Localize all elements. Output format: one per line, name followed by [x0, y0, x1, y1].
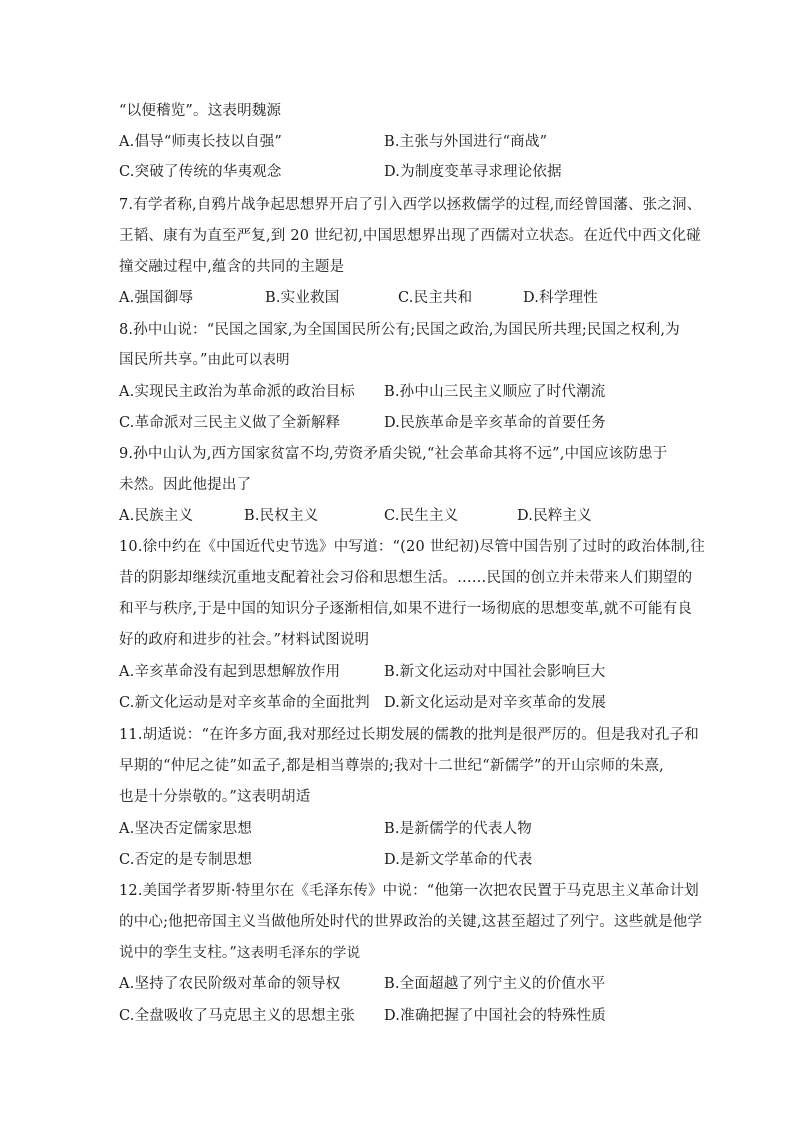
- q10-option-d: D.新文化运动是对辛亥革命的发展: [384, 695, 606, 711]
- q8-option-c: C.革命派对三民主义做了全新解释: [119, 415, 341, 431]
- q10-stem-line-1: 10.徐中约在《中国近代史节选》中写道：“(20 世纪初)尽管中国告别了过时的政治体制,往: [119, 539, 705, 555]
- q11-option-d: D.是新文学革命的代表: [384, 852, 533, 868]
- q9-stem-line-2: 未然。因此他提出了: [119, 477, 252, 493]
- q12-option-a: A.坚持了农民阶级对革命的领导权: [119, 976, 341, 992]
- q10-stem-line-3: 和平与秩序,于是中国的知识分子逐渐相信,如果不进行一场彻底的思想变革,就不可能有良: [119, 601, 693, 617]
- q8-stem-line-2-main: 国民所共享。”: [119, 352, 208, 368]
- q10-option-b: B.新文化运动对中国社会影响巨大: [384, 664, 606, 680]
- q8-stem-line-1: 8.孙中山说：“民国之国家,为全国国民所公有;民国之政治,为国民所共理;民国之权利,为: [119, 322, 680, 338]
- q11-stem-line-3: 也是十分崇敬的。”这表明胡适: [119, 789, 311, 805]
- q9-option-a: A.民族主义: [119, 508, 194, 524]
- q12-option-b: B.全面超越了列宁主义的价值水平: [384, 976, 606, 992]
- q8-option-a: A.实现民主政治为革命派的政治目标: [119, 384, 355, 400]
- q9-option-c: C.民生主义: [384, 508, 459, 524]
- q9-stem-line-1: 9.孙中山认为,西方国家贫富不均,劳资矛盾尖锐,“社会革命其将不远”,中国应该防患于: [119, 446, 668, 462]
- q7-stem-line-1: 7.有学者称,自鸦片战争起思想界开启了引入西学以拯救儒学的过程,而经曾国藩、张之洞、: [119, 197, 702, 213]
- q12-stem-line-3: [119, 943, 360, 963]
- q12-stem-line-3-tail: 这表明毛泽东的学说: [236, 945, 361, 961]
- q6-option-b: B.主张与外国进行“商战”: [384, 134, 548, 150]
- q8-option-b: B.孙中山三民主义顺应了时代潮流: [384, 384, 606, 400]
- q8-option-d: D.民族革命是辛亥革命的首要任务: [384, 415, 606, 431]
- q7-option-d: D.科学理性: [523, 290, 598, 306]
- q11-stem-line-1: 11.胡适说：“在许多方面,我对那经过长期发展的儒教的批判是很严厉的。但是我对孔子和: [119, 727, 699, 743]
- q11-option-a: A.坚决否定儒家思想: [119, 821, 253, 837]
- q7-stem-line-2: 王韬、康有为直至严复,到 20 世纪初,中国思想界出现了西儒对立状态。在近代中西文化碰: [119, 228, 701, 244]
- q7-stem-line-3: 撞交融过程中,蕴含的共同的主题是: [119, 259, 345, 275]
- q6-option-c: C.突破了传统的华夷观念: [119, 164, 282, 180]
- q6-option-a: A.倡导“师夷长技以自强”: [119, 134, 283, 150]
- q7-option-c: C.民主共和: [398, 290, 473, 306]
- q10-stem-line-4: 好的政府和进步的社会。”材料试图说明: [119, 632, 370, 648]
- q11-stem-line-2: 早期的“仲尼之徒”如孟子,都是相当尊崇的;我对十二世纪“新儒学”的开山宗师的朱熹,: [119, 758, 664, 774]
- q6-option-d: D.为制度变革寻求理论依据: [384, 164, 562, 180]
- q10-option-a: A.辛亥革命没有起到思想解放作用: [119, 664, 341, 680]
- q10-stem-line-2: 昔的阴影却继续沉重地支配着社会习俗和思想生活。……民国的创立并未带来人们期望的: [119, 570, 693, 586]
- q9-option-b: B.民权主义: [244, 508, 319, 524]
- q7-option-a: A.强国御辱: [119, 290, 194, 306]
- q12-stem-line-1: 12.美国学者罗斯·特里尔在《毛泽东传》中说：“他第一次把农民置于马克思主义革命计划: [119, 883, 699, 899]
- q10-option-c: C.新文化运动是对辛亥革命的全面批判: [119, 695, 370, 711]
- q12-stem-line-2: 的中心;他把帝国主义当做他所处时代的世界政治的关键,这甚至超过了列宁。这些就是他学: [119, 914, 703, 930]
- q6-stem-tail: “以便稽览”。这表明魏源: [119, 103, 282, 119]
- q12-stem-line-3-main: 说中的孪生支柱。”: [119, 945, 237, 961]
- q8-stem-line-2: [119, 350, 290, 370]
- q12-option-d: D.准确把握了中国社会的特殊性质: [384, 1008, 606, 1024]
- q7-option-b: B.实业救国: [265, 290, 340, 306]
- q11-option-c: C.否定的是专制思想: [119, 852, 253, 868]
- q12-option-c: C.全盘吸收了马克思主义的思想主张: [119, 1008, 356, 1024]
- q11-option-b: B.是新儒学的代表人物: [384, 821, 532, 837]
- q9-option-d: D.民粹主义: [517, 508, 592, 524]
- q8-stem-line-2-tail: 由此可以表明: [207, 352, 290, 368]
